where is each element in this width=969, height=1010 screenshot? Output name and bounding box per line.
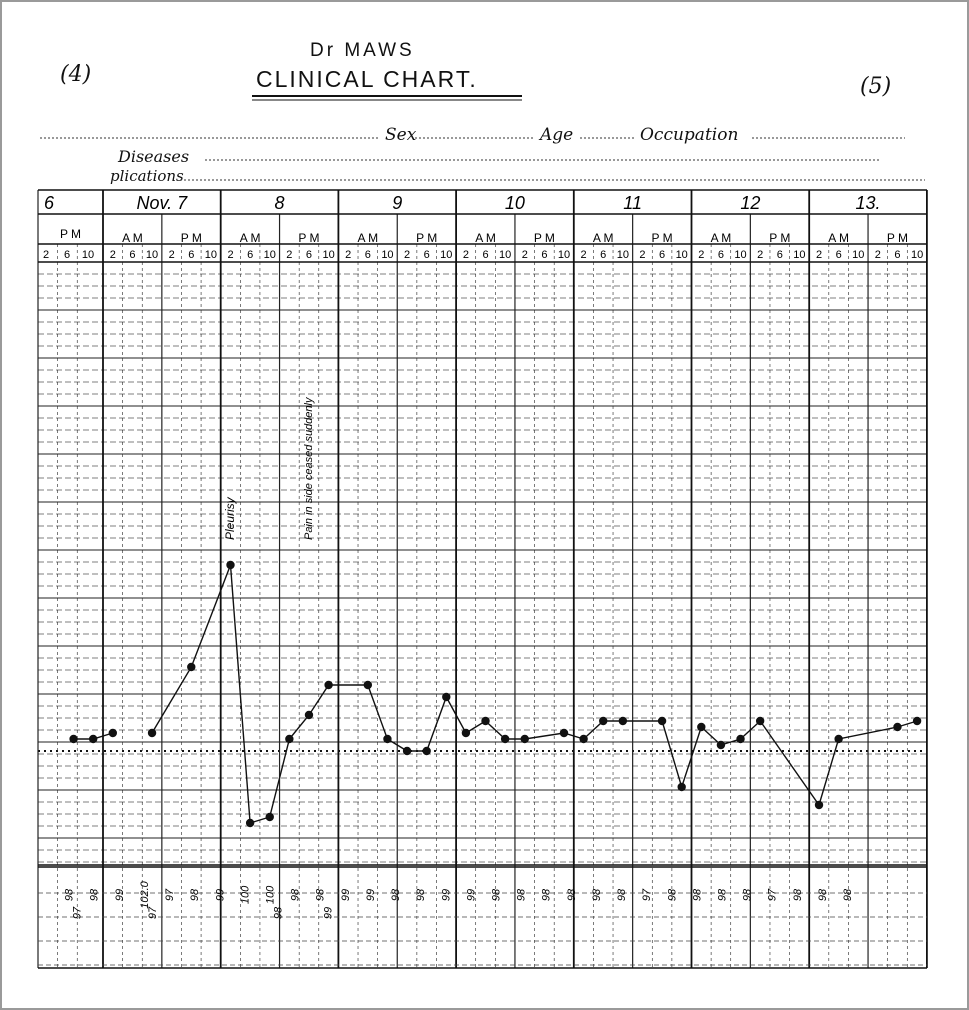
half-day-label: P M (180, 231, 202, 245)
hour-label: 2 (521, 249, 528, 261)
pulse-readings (64, 880, 854, 919)
pulse-reading: 99 (440, 888, 453, 902)
temperature-point (442, 693, 450, 701)
chart-brand: Dr MAWS (310, 40, 415, 61)
temperature-point (383, 735, 391, 743)
pulse-reading: 98 (716, 888, 729, 902)
pulse-reading: 98 (616, 888, 628, 902)
half-day-label: A M (710, 231, 732, 245)
hour-label: 6 (776, 249, 783, 261)
temperature-point (697, 723, 705, 731)
hour-label: 6 (717, 249, 724, 261)
hour-label: 2 (462, 249, 469, 261)
hour-label: 6 (423, 249, 430, 261)
hour-label: 2 (757, 249, 764, 261)
pulse-reading: 98 (189, 888, 202, 902)
temperature-point (69, 735, 77, 743)
temperature-point (305, 711, 313, 719)
occupation-label: Occupation (640, 125, 739, 145)
half-day-label: A M (122, 231, 143, 245)
hour-label: 10 (616, 249, 629, 261)
annotation-pain-ceased: Pain in side ceased suddenly (303, 397, 315, 540)
pulse-reading: 97 (71, 906, 84, 920)
half-day-label: A M (592, 231, 614, 245)
pulse-reading: 99 (364, 888, 377, 902)
pulse-reading: 98 (791, 888, 804, 902)
pulse-reading: 97 (766, 888, 779, 902)
annotation-pleurisy: Pleurisy (223, 497, 237, 540)
pulse-reading: 102.0 (139, 881, 151, 909)
temperature-point (893, 723, 901, 731)
pulse-reading: 99 (214, 888, 227, 902)
pulse-reading: 98 (314, 888, 327, 902)
temperature-point (579, 735, 587, 743)
hour-label: 2 (286, 249, 293, 261)
day-header (43, 193, 923, 261)
temperature-point (815, 801, 823, 809)
pulse-reading: 99 (465, 888, 478, 902)
day-label: 9 (392, 193, 403, 213)
pulse-reading: 98 (88, 888, 101, 902)
day-label: 12 (740, 193, 761, 213)
half-day-label: P M (416, 231, 438, 245)
hour-label: 6 (600, 249, 607, 261)
pulse-reading: 98 (666, 888, 679, 902)
temperature-point (756, 717, 764, 725)
pulse-reading: 99 (113, 888, 126, 902)
temperature-point (501, 735, 509, 743)
pulse-reading: 98 (490, 888, 503, 902)
temperature-point (619, 717, 627, 725)
hour-label: 10 (852, 249, 865, 261)
hour-label: 2 (580, 249, 587, 261)
temperature-point (717, 741, 725, 749)
pulse-reading: 99 (339, 888, 352, 902)
hour-label: 2 (874, 249, 881, 261)
pulse-reading: 98 (741, 888, 754, 902)
hour-label: 6 (541, 249, 548, 261)
temperature-point (599, 717, 607, 725)
hour-label: 2 (109, 249, 116, 261)
hour-label: 2 (639, 249, 646, 261)
pulse-reading: 98 (816, 888, 829, 902)
temperature-point (422, 747, 430, 755)
pulse-reading: 100 (264, 885, 277, 905)
age-label: Age (540, 125, 574, 145)
pulse-reading: 97 (147, 906, 159, 920)
hour-label: 6 (482, 249, 489, 261)
hour-label: 2 (698, 249, 705, 261)
temperature-point (481, 717, 489, 725)
temperature-point (403, 747, 411, 755)
temperature-point (521, 735, 529, 743)
hour-label: 10 (910, 249, 924, 261)
pulse-reading: 98 (390, 888, 403, 902)
pulse-reading: 98 (565, 888, 578, 902)
half-day-label: A M (828, 231, 849, 245)
hour-label: 10 (557, 249, 571, 261)
pulse-reading: 99 (322, 906, 335, 920)
hour-label: 10 (81, 249, 95, 261)
half-day-label: P M (886, 231, 909, 245)
pulse-reading: 97 (641, 888, 654, 902)
half-day-label: A M (239, 231, 261, 245)
hour-label: 6 (129, 249, 136, 261)
pulse-reading: 98 (515, 888, 528, 902)
temperature-point (658, 717, 666, 725)
temperature-point (560, 729, 568, 737)
temperature-point (364, 681, 372, 689)
temperature-point (913, 717, 921, 725)
temperature-point (324, 681, 332, 689)
temperature-point (109, 729, 117, 737)
hour-label: 6 (305, 249, 313, 261)
day-label: 8 (274, 193, 285, 213)
temperature-point (266, 813, 274, 821)
pulse-reading: 98 (289, 888, 302, 902)
pulse-reading: 98 (272, 906, 285, 920)
hour-label: 2 (227, 249, 234, 261)
hour-label: 6 (364, 249, 371, 261)
temperature-point (834, 735, 842, 743)
temperature-point (148, 729, 156, 737)
diseases-label: Diseases (118, 147, 190, 166)
hour-label: 10 (322, 249, 335, 261)
half-day-label: A M (357, 231, 379, 245)
hour-label: 2 (815, 249, 823, 261)
temperature-point (89, 735, 97, 743)
hour-label: 2 (403, 249, 411, 261)
hour-label: 2 (168, 249, 175, 261)
pulse-reading: 98 (540, 888, 553, 902)
hour-label: 6 (247, 249, 254, 261)
hour-label: 6 (835, 249, 842, 261)
hour-label: 6 (894, 249, 901, 261)
temperature-point (736, 735, 744, 743)
pulse-reading: 98 (415, 888, 428, 902)
hour-label: 10 (440, 249, 453, 261)
hour-label: 10 (499, 249, 512, 261)
form-lines (40, 96, 925, 180)
day-label: 11 (623, 193, 642, 213)
hour-label: 10 (145, 249, 159, 261)
hour-label: 10 (263, 249, 276, 261)
chart-grid (38, 190, 927, 968)
hour-label: 10 (204, 249, 218, 261)
day-label: 13. (855, 193, 881, 213)
page-number-left: (4) (60, 62, 92, 87)
hour-label: 2 (345, 249, 352, 261)
hour-label: 10 (675, 249, 688, 261)
complications-label: plications (110, 167, 184, 185)
sex-label: Sex (385, 125, 417, 145)
hour-label: 10 (381, 249, 394, 261)
hour-label: 6 (659, 249, 666, 261)
half-day-label: P M (651, 231, 673, 245)
temperature-point (677, 783, 685, 791)
temperature-point (246, 819, 254, 827)
hour-label: 6 (188, 249, 195, 261)
pulse-reading: 98 (63, 888, 76, 902)
day-label: 10 (504, 193, 525, 213)
pulse-reading: 98 (842, 888, 854, 902)
half-day-label: P M (59, 227, 82, 241)
temperature-point (285, 735, 293, 743)
temperature-point (226, 561, 234, 569)
pulse-reading: 98 (691, 888, 704, 902)
hour-label: 10 (793, 249, 806, 261)
chart-title: CLINICAL CHART. (256, 66, 478, 92)
pulse-reading: 98 (590, 888, 603, 902)
pulse-reading: 97 (164, 888, 177, 902)
page-number-right: (5) (860, 74, 892, 99)
day-label: 6 (44, 193, 55, 213)
hour-label: 6 (63, 249, 71, 261)
hour-label: 10 (734, 249, 747, 261)
temperature-point (187, 663, 195, 671)
half-day-label: P M (298, 231, 320, 245)
pulse-reading: 100 (239, 885, 252, 905)
half-day-label: A M (475, 231, 496, 245)
hour-label: 2 (42, 249, 50, 261)
temperature-point (462, 729, 470, 737)
half-day-label: P M (769, 231, 791, 245)
half-day-label: P M (533, 231, 555, 245)
day-label: Nov. 7 (136, 193, 188, 213)
